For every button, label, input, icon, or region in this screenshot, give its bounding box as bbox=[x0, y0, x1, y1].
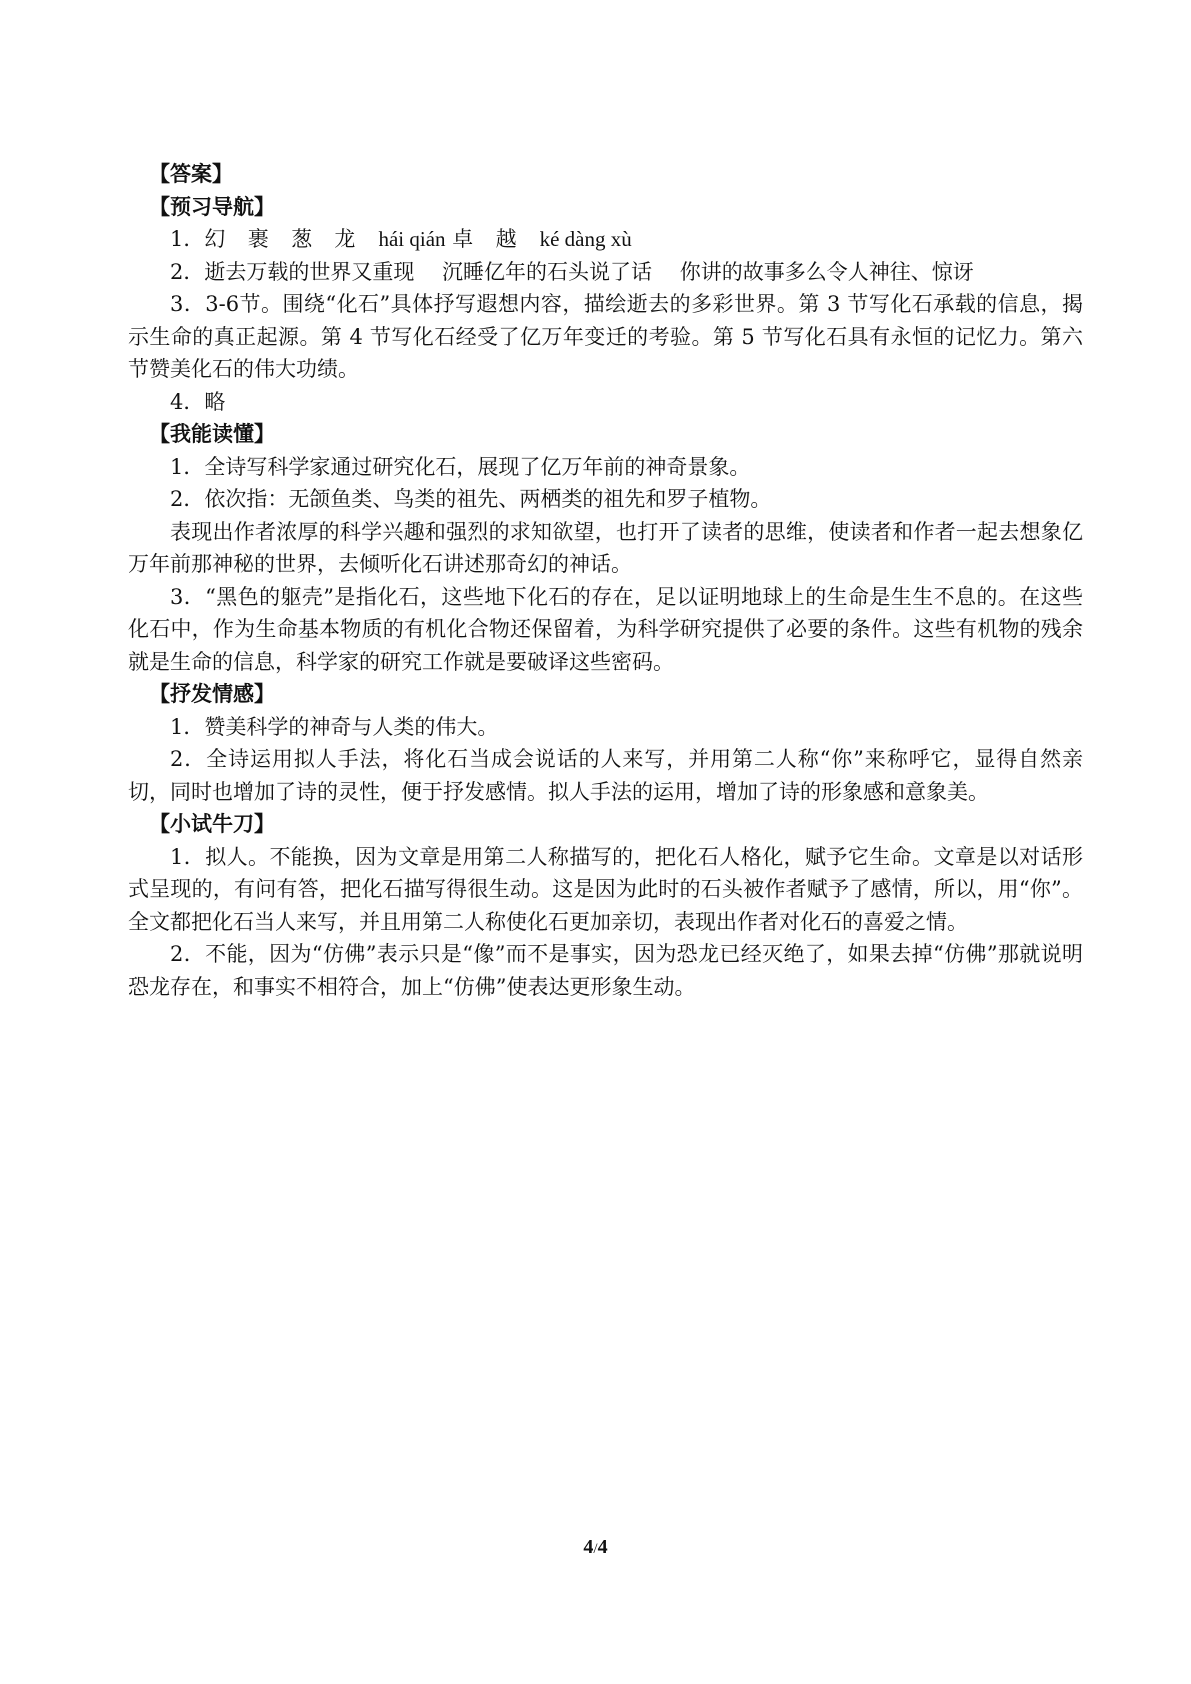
preview-q1 bbox=[128, 223, 1083, 256]
preview-q2: 2．逝去万载的世界又重现 沉睡亿年的石头说了话 你讲的故事多么令人神往、惊讶 bbox=[170, 259, 974, 284]
preview-q4: 4．略 bbox=[170, 389, 226, 414]
answer-title: 【答案】 bbox=[149, 161, 233, 186]
page-current: 4 bbox=[583, 1536, 594, 1558]
emotion-q2: 2．全诗运用拟人手法，将化石当成会说话的人来写，并用第二人称“你”来称呼它，显得自然亲切，同时也增加了诗的灵性，便于抒发感情。拟人手法的运用，增加了诗的形象感和意象美。 bbox=[128, 747, 1083, 804]
page-number bbox=[0, 1536, 1191, 1559]
emotion-q1: 1．赞美科学的神奇与人类的伟大。 bbox=[170, 714, 499, 739]
emotion-section-title: 【抒发情感】 bbox=[149, 681, 275, 706]
preview-q1-pinyin-1: hái qián bbox=[378, 227, 446, 251]
preview-section-title: 【预习导航】 bbox=[149, 193, 275, 219]
understand-q1: 1．全诗写科学家通过研究化石，展现了亿万年前的神奇景象。 bbox=[170, 454, 751, 479]
trial-q1: 1．拟人。不能换，因为文章是用第二人称描写的，把化石人格化，赋予它生命。文章是以对话形式呈现的，有问有答，把化石描写得很生动。这是因为此时的石头被作者赋予了感情，所以，用“你”。全文都把化石当人来写，并且用第二人称使化石更加亲切，表现出作者对化石的喜爱之情。 bbox=[128, 844, 1083, 934]
trial-q2: 2．不能，因为“仿佛”表示只是“像”而不是事实，因为恐龙已经灭绝了，如果去掉“仿佛”那就说明恐龙存在，和事实不相符合，加上“仿佛”使表达更形象生动。 bbox=[128, 942, 1083, 999]
understand-q2-paragraph: 表现出作者浓厚的科学兴趣和强烈的求知欲望，也打开了读者的思维，使读者和作者一起去想象亿万年前那神秘的世界，去倾听化石讲述那奇幻的神话。 bbox=[128, 519, 1083, 576]
preview-q1-chars: 幻 裹 葱 龙 bbox=[204, 227, 359, 251]
understand-q2: 2．依次指：无颌鱼类、鸟类的祖先、两栖类的祖先和罗子植物。 bbox=[170, 487, 772, 511]
trial-section-title: 【小试牛刀】 bbox=[149, 811, 275, 836]
understand-section-title: 【我能读懂】 bbox=[149, 421, 275, 446]
preview-q1-num: 1． bbox=[170, 227, 205, 251]
answer-content bbox=[128, 158, 1083, 1003]
preview-q3: 3．3-6节。围绕“化石”具体抒写遐想内容，描绘逝去的多彩世界。第 3 节写化石承载的信息，揭示生命的真正起源。第 4 节写化石经受了亿万年变迁的考验。第 5 节写化石具有永恒的记忆力。第六节赞美化石的伟大功绩。 bbox=[128, 292, 1083, 381]
understand-q3: 3．“黑色的躯壳”是指化石，这些地下化石的存在，足以证明地球上的生命是生生不息的。在这些化石中，作为生命基本物质的有机化合物还保留着，为科学研究提供了必要的条件。这些有机物的残余就是生命的信息，科学家的研究工作就是要破译这些密码。 bbox=[128, 584, 1083, 674]
page-separator: / bbox=[593, 1541, 598, 1557]
page-total: 4 bbox=[597, 1536, 608, 1558]
preview-q1-chars-2: 卓 越 bbox=[452, 227, 520, 251]
preview-q1-pinyin-2: ké dàng xù bbox=[539, 227, 632, 251]
